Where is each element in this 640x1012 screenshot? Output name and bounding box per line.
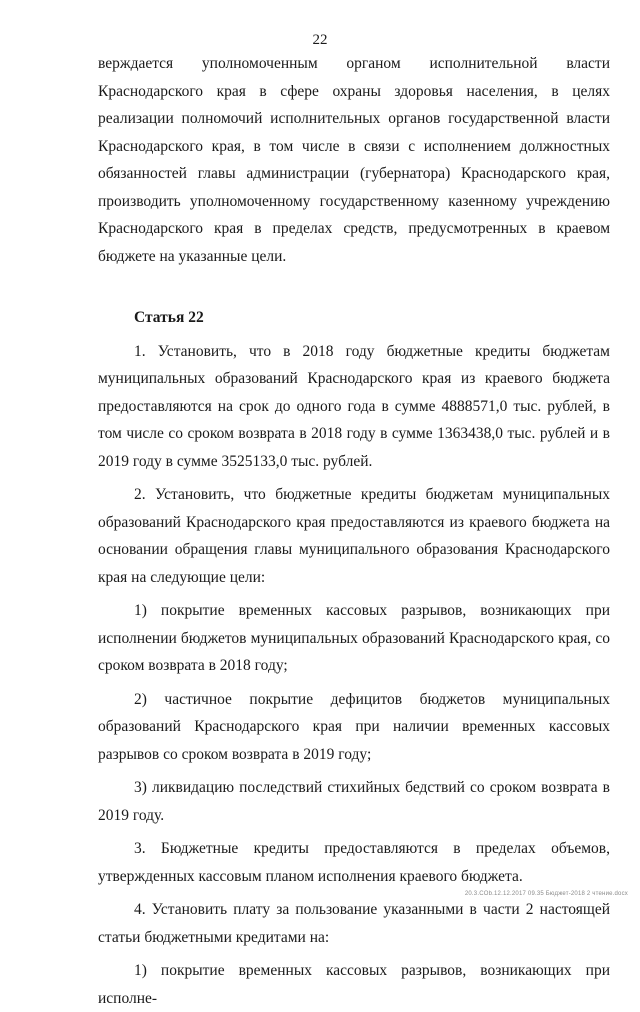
- list-item-fee-cash-gaps: 1) покрытие временных кассовых разрывов, возникающих при исполне-: [98, 962, 610, 1007]
- document-body: [98, 50, 610, 1012]
- paragraph-credit-purposes: 2. Установить, что бюджетные кредиты бюджетам муниципальных образований Краснодарского края предоставляются из краевого бюджета на основании обращения главы муниципального образования Краснодарского края на следующие цели:: [98, 486, 610, 586]
- paragraph-credit-amounts: 1. Установить, что в 2018 году бюджетные кредиты бюджетам муниципальных образований Краснодарского края из краевого бюджета предоставляются на срок до одного года в сумме 4888571,0 тыс. рублей, в том числе со сроком возврата в 2018 году в сумме 1363438,0 тыс. рублей и в 2019 году в сумме 3525133,0 тыс. рублей.: [98, 342, 610, 470]
- list-item-disasters: 3) ликвидацию последствий стихийных бедствий со сроком возврата в 2019 году.: [98, 779, 610, 824]
- article-heading: Статья 22: [134, 309, 204, 326]
- list-item-deficits: 2) частичное покрытие дефицитов бюджетов муниципальных образований Краснодарского края при наличии временных кассовых разрывов со сроком возврата в 2019 году;: [98, 690, 610, 763]
- paragraph-credit-limits: 3. Бюджетные кредиты предоставляются в пределах объемов, утвержденных кассовым планом исполнения краевого бюджета.: [98, 840, 610, 885]
- list-item-cash-gaps: 1) покрытие временных кассовых разрывов, возникающих при исполнении бюджетов муниципальных образований Краснодарского края, со сроком возврата в 2018 году;: [98, 602, 610, 674]
- continuation-paragraph: верждается уполномоченным органом исполнительной власти Краснодарского края в сфере охраны здоровья населения, в целях реализации полномочий исполнительных органов государственной власти Краснодарского края, в том числе в связи с исполнением должностных обязанностей главы администрации (губернатора) Краснодарского края, производить уполномоченному государственному казенному учреждению Краснодарского края в пределах средств, предусмотренных в краевом бюджете на указанные цели.: [98, 55, 610, 265]
- paragraph-credit-fee: 4. Установить плату за пользование указанными в части 2 настоящей статьи бюджетными кредитами на:: [98, 901, 610, 946]
- file-footer: 20.3.COb.12.12.2017 09.35 Бюджет-2018 2 чтение.docx: [464, 891, 628, 897]
- page-number: 22: [312, 32, 328, 48]
